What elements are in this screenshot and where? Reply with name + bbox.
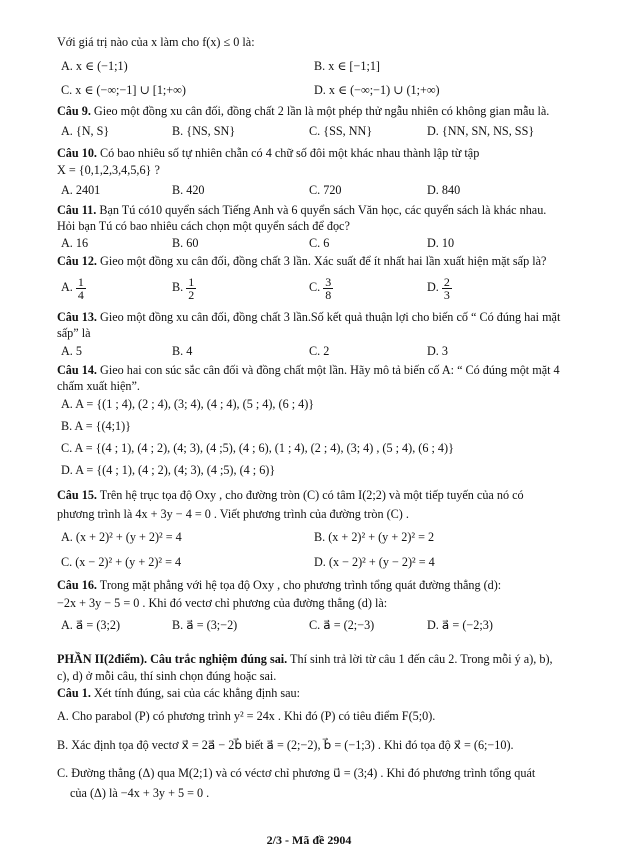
- q11-option-d: D. 10: [427, 236, 455, 250]
- part2-q1: [57, 686, 300, 701]
- q16-option-a: A. a⃗ = (3;2): [61, 618, 121, 632]
- q16-number: Câu 16.: [57, 578, 97, 592]
- part2-title: PHẦN II(2điểm). Câu trắc nghiệm đúng sai.: [57, 652, 288, 666]
- part2-intro-line1: Thí sinh trả lời từ câu 1 đến câu 2. Trong mỗi ý a), b),: [287, 652, 553, 666]
- q9-option-c: C. {SS, NN}: [309, 124, 373, 138]
- q15-option-c: C. (x − 2)² + (y + 2)² = 4: [61, 555, 182, 569]
- q12-option-b: B. $\frac{1}{2}$: [172, 274, 195, 302]
- q13-stem-line2: sấp” là: [57, 326, 91, 340]
- q12-option-c: C. $\frac{3}{8}$: [309, 274, 332, 302]
- q10-stem-line1: Có bao nhiêu số tự nhiên chẵn có 4 chữ số đôi một khác nhau thành lập từ tập: [100, 146, 480, 160]
- part2-q1-statement-b: B. Xác định tọa độ vectơ x⃗ = 2a⃗ − 2b⃗ biết a⃗ = (2;−2), b⃗ = (−1;3) . Khi đó tọa độ x⃗ = (6;−10).: [57, 738, 514, 752]
- part2-q1-number: Câu 1.: [57, 686, 91, 700]
- q15-question: [57, 488, 524, 503]
- q12-option-d: D. $\frac{2}{3}$: [427, 274, 450, 302]
- q8-option-c: C. x ∈ (−∞;−1] ∪ [1;+∞): [61, 83, 186, 97]
- q16-option-b: B. a⃗ = (3;−2): [172, 618, 238, 632]
- q15-stem-line1: Trên hệ trục tọa độ Oxy , cho đường tròn (C) có tâm I(2;2) và một tiếp tuyến của nó có: [99, 488, 524, 502]
- q16-option-c: C. a⃗ = (2;−3): [309, 618, 375, 632]
- q15-option-a: A. (x + 2)² + (y + 2)² = 4: [61, 530, 182, 544]
- q14-option-a: A. A = {(1 ; 4), (2 ; 4), (3; 4), (4 ; 4), (5 ; 4), (6 ; 4)}: [61, 397, 315, 411]
- part2-q1-statement-c-line2: của (Δ) là −4x + 3y + 5 = 0 .: [70, 786, 210, 800]
- q12-option-a: A. $\frac{1}{4}$: [61, 274, 84, 302]
- q8-option-d: D. x ∈ (−∞;−1) ∪ (1;+∞): [314, 83, 440, 97]
- q10-question: [57, 146, 479, 161]
- q14-option-c: C. A = {(4 ; 1), (4 ; 2), (4; 3), (4 ;5), (4 ; 6), (1 ; 4), (2 ; 4), (3; 4) , (5 ; 4), (6 ; 4)}: [61, 441, 454, 455]
- q12-question: [57, 254, 546, 269]
- q11-question: [57, 203, 546, 218]
- q9-option-a: A. {N, S}: [61, 124, 110, 138]
- part2-q1-stem: Xét tính đúng, sai của các khẳng định sau:: [93, 686, 301, 700]
- q11-stem-line1: Bạn Tú có10 quyển sách Tiếng Anh và 6 quyển sách Văn học, các quyển sách là khác nhau.: [99, 203, 547, 217]
- q10-option-d: D. 840: [427, 183, 461, 197]
- q12-number: Câu 12.: [57, 254, 97, 268]
- q16-question: [57, 578, 501, 593]
- q13-option-a: A. 5: [61, 344, 82, 358]
- q14-number: Câu 14.: [57, 363, 97, 377]
- q15-stem-line2: phương trình là 4x + 3y − 4 = 0 . Viết phương trình của đường tròn (C) .: [57, 507, 409, 521]
- q14-stem-line2: chấm xuất hiện”.: [57, 379, 140, 393]
- q12-stem: Gieo một đồng xu cân đối, đồng chất 3 lần. Xác suất để ít nhất hai lần xuất hiện mặt sấp là?: [100, 254, 547, 268]
- q9-number: Câu 9.: [57, 104, 91, 118]
- q11-option-b: B. 60: [172, 236, 199, 250]
- q8-option-b: B. x ∈ [−1;1]: [314, 59, 380, 73]
- q13-stem-line1: Gieo một đồng xu cân đối, đồng chất 3 lần.Số kết quả thuận lợi cho biến cố “ Có đúng hai mặt: [100, 310, 561, 324]
- q16-option-d: D. a⃗ = (−2;3): [427, 618, 493, 632]
- q14-stem-line1: Gieo hai con súc sắc cân đối và đồng chất một lần. Hãy mô tả biến cố A: “ Có đúng một mặt 4: [100, 363, 560, 377]
- q15-number: Câu 15.: [57, 488, 97, 502]
- part2-q1-statement-c-line1: C. Đường thẳng (Δ) qua M(2;1) và có véctơ chỉ phương u⃗ = (3;4) . Khi đó phương trình tổng quát: [57, 766, 536, 780]
- q11-stem-line2: Hỏi bạn Tú có bao nhiêu cách chọn một quyển sách để đọc?: [57, 219, 350, 233]
- q16-stem-line1: Trong mặt phẳng với hệ tọa độ Oxy , cho phương trình tổng quát đường thẳng (d):: [99, 578, 502, 592]
- q12-b-fraction: $\frac{1}{2}$: [188, 274, 195, 302]
- page-footer: 2/3 - Mã đề 2904: [266, 833, 352, 847]
- q8-option-a: A. x ∈ (−1;1): [61, 59, 128, 73]
- q11-option-a: A. 16: [61, 236, 89, 250]
- q14-option-d: D. A = {(4 ; 1), (4 ; 2), (4; 3), (4 ;5), (4 ; 6)}: [61, 463, 276, 477]
- q13-number: Câu 13.: [57, 310, 97, 324]
- q10-stem-line2: X = {0,1,2,3,4,5,6} ?: [57, 163, 160, 177]
- q12-d-fraction: $\frac{2}{3}$: [443, 274, 450, 302]
- q10-option-b: B. 420: [172, 183, 205, 197]
- q9-stem: Gieo một đồng xu cân đối, đồng chất 2 lần là một phép thử ngẫu nhiên có không gian mẫu là.: [93, 104, 550, 118]
- q9-option-d: D. {NN, SN, NS, SS}: [427, 124, 535, 138]
- q13-question: [57, 310, 560, 325]
- q10-number: Câu 10.: [57, 146, 97, 160]
- q8-stem: Với giá trị nào của x làm cho f(x) ≤ 0 là:: [57, 35, 255, 49]
- q14-question: [57, 363, 560, 378]
- q10-option-a: A. 2401: [61, 183, 101, 197]
- q16-stem-line2: −2x + 3y − 5 = 0 . Khi đó vectơ chỉ phương của đường thẳng (d) là:: [57, 596, 388, 610]
- q9-option-b: B. {NS, SN}: [172, 124, 236, 138]
- q11-number: Câu 11.: [57, 203, 97, 217]
- q13-option-b: B. 4: [172, 344, 193, 358]
- q10-option-c: C. 720: [309, 183, 342, 197]
- q13-option-d: D. 3: [427, 344, 448, 358]
- part2-q1-statement-a: A. Cho parabol (P) có phương trình y² = 24x . Khi đó (P) có tiêu điểm F(5;0).: [57, 709, 436, 723]
- part2-header: [57, 652, 553, 667]
- q12-c-fraction: $\frac{3}{8}$: [325, 274, 332, 302]
- q11-option-c: C. 6: [309, 236, 330, 250]
- q12-a-fraction: $\frac{1}{4}$: [77, 274, 84, 302]
- q13-option-c: C. 2: [309, 344, 330, 358]
- part2-intro-line2: c), d) ở mỗi câu, thí sinh chọn đúng hoặc sai.: [57, 669, 277, 683]
- q15-option-b: B. (x + 2)² + (y + 2)² = 2: [314, 530, 435, 544]
- q9-question: [57, 104, 549, 119]
- q15-option-d: D. (x − 2)² + (y − 2)² = 4: [314, 555, 435, 569]
- q14-option-b: B. A = {(4;1)}: [61, 419, 132, 433]
